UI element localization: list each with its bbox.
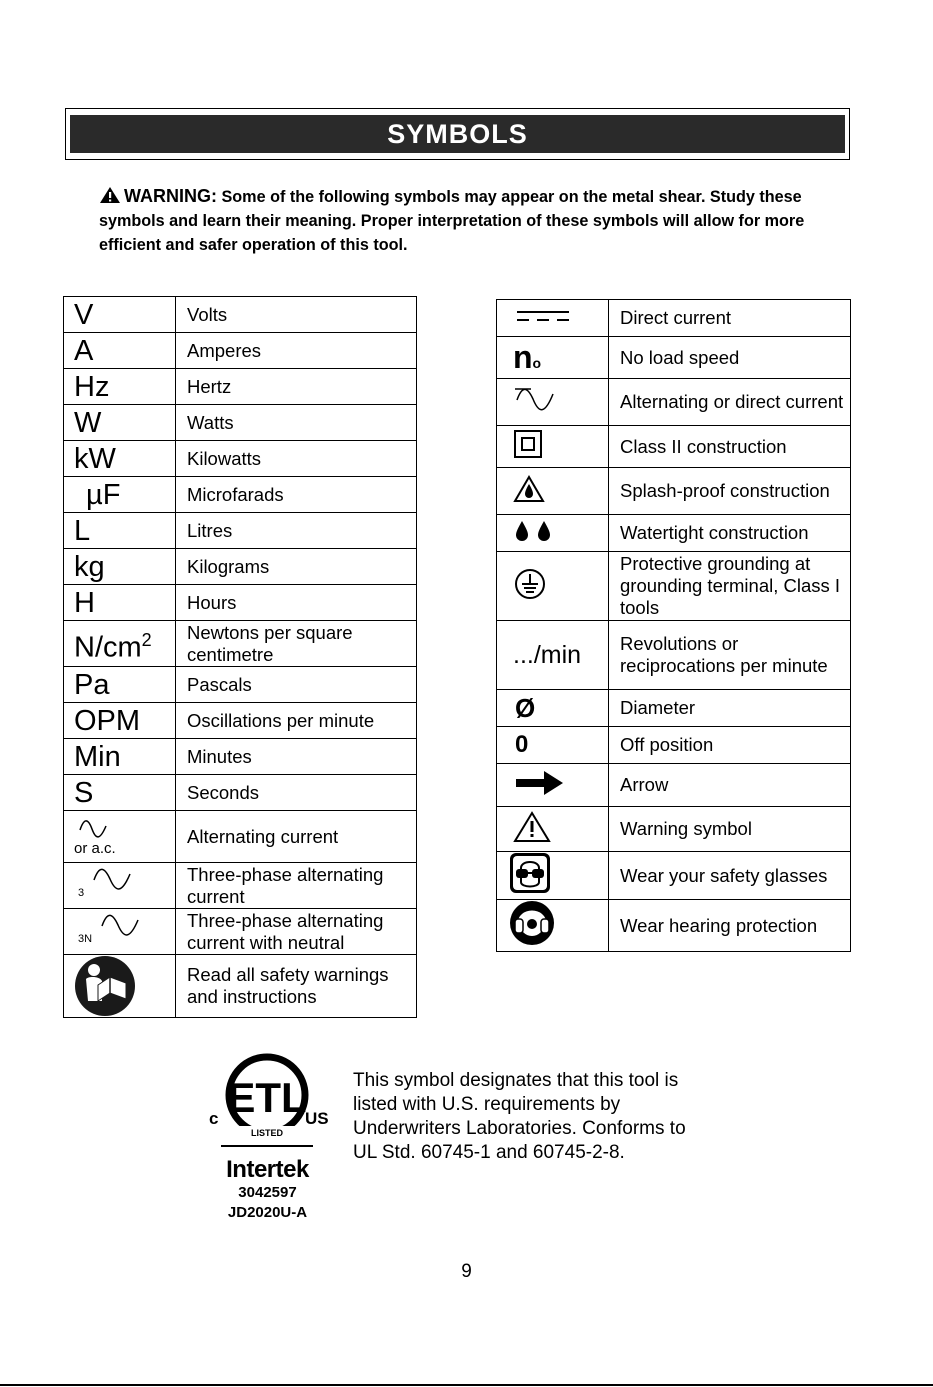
symbol-cell: W: [64, 405, 176, 441]
safety-glasses-icon: [509, 852, 551, 894]
sine-wave-icon: [92, 866, 132, 894]
symbol-cell: [497, 337, 609, 379]
table-row: [64, 739, 417, 775]
symbol-cell: µF: [64, 477, 176, 513]
meaning-cell: Read all safety warnings and instructions: [176, 955, 417, 1018]
table-row: [497, 621, 851, 690]
meaning-cell: No load speed: [609, 337, 851, 379]
meaning-cell: Newtons per square centimetre: [176, 621, 417, 667]
page-title: SYMBOLS: [70, 115, 845, 153]
table-row: [497, 426, 851, 468]
watertight-icon: [513, 519, 555, 543]
meaning-cell: Watts: [176, 405, 417, 441]
symbol-cell: S: [64, 775, 176, 811]
read-manual-icon: [74, 955, 136, 1017]
logo-etl-text: ETL: [227, 1074, 307, 1121]
table-row: [64, 909, 417, 955]
meaning-cell: Kilograms: [176, 549, 417, 585]
logo-listed-text: LISTED: [250, 1128, 284, 1138]
symbol-cell: [497, 552, 609, 621]
table-row: [64, 477, 417, 513]
table-row: [497, 900, 851, 952]
symbol-text: n: [513, 339, 533, 375]
meaning-cell: Wear hearing protection: [609, 900, 851, 952]
warning-triangle-icon: [99, 186, 121, 204]
symbol-cell: [64, 811, 176, 863]
sine-wave-icon: [100, 912, 140, 940]
meaning-cell: Seconds: [176, 775, 417, 811]
table-row: [64, 297, 417, 333]
table-row: [64, 513, 417, 549]
meaning-cell: Diameter: [609, 690, 851, 727]
meaning-cell: Oscillations per minute: [176, 703, 417, 739]
table-row: [497, 379, 851, 426]
symbol-cell: [64, 621, 176, 667]
arrow-icon: [515, 770, 565, 796]
meaning-cell: Direct current: [609, 300, 851, 337]
meaning-cell: Three-phase alternating current: [176, 863, 417, 909]
certification-number: 3042597: [238, 1184, 297, 1201]
hearing-protection-icon: [509, 900, 555, 946]
table-row: [64, 549, 417, 585]
table-row: [64, 863, 417, 909]
phase-count: 3N: [78, 932, 93, 945]
table-row: [64, 621, 417, 667]
warning-label: WARNING:: [124, 186, 217, 206]
meaning-cell: Watertight construction: [609, 515, 851, 552]
ac-dc-icon: [513, 384, 557, 416]
symbol-cell: .../min: [497, 621, 609, 690]
symbol-cell: [64, 863, 176, 909]
table-row: [64, 585, 417, 621]
symbol-cell: kW: [64, 441, 176, 477]
table-row: [64, 667, 417, 703]
table-row: [64, 703, 417, 739]
symbol-cell: [497, 515, 609, 552]
meaning-cell: Class II construction: [609, 426, 851, 468]
table-row: [497, 764, 851, 807]
symbol-cell: [497, 807, 609, 852]
splash-proof-icon: [513, 475, 545, 503]
meaning-cell: Pascals: [176, 667, 417, 703]
table-row: [497, 690, 851, 727]
symbol-cell: [497, 468, 609, 515]
table-row: [497, 807, 851, 852]
symbol-subscript: o: [532, 355, 542, 371]
meaning-cell: Volts: [176, 297, 417, 333]
symbol-cell: [497, 426, 609, 468]
logo-c-text: c: [209, 1109, 219, 1128]
meaning-cell: Kilowatts: [176, 441, 417, 477]
etl-logo-block: [205, 1050, 330, 1223]
table-row: [497, 552, 851, 621]
table-row: [497, 337, 851, 379]
model-number: JD2020U-A: [227, 1204, 308, 1221]
table-row: [64, 405, 417, 441]
phase-count: 3: [78, 886, 85, 899]
meaning-cell: Off position: [609, 727, 851, 764]
class-ii-icon: [513, 429, 543, 459]
symbol-cell: V: [64, 297, 176, 333]
sine-wave-icon: [78, 818, 110, 840]
meaning-cell: Splash-proof construction: [609, 468, 851, 515]
table-row: [64, 441, 417, 477]
units-table: [63, 296, 417, 1018]
table-row: [64, 333, 417, 369]
symbol-cell: [497, 379, 609, 426]
symbol-cell: A: [64, 333, 176, 369]
meaning-cell: Warning symbol: [609, 807, 851, 852]
certification-text: This symbol designates that this tool is listed with U.S. requirements by Underwriters Laboratories. Conforms to UL Std. 60745-1 and 60745-2-8.: [353, 1070, 686, 1163]
symbol-cell: L: [64, 513, 176, 549]
symbol-cell: Hz: [64, 369, 176, 405]
symbol-cell: OPM: [64, 703, 176, 739]
meaning-cell: Three-phase alternating current with neutral: [176, 909, 417, 955]
symbol-cell: Min: [64, 739, 176, 775]
warning-triangle-icon: [513, 811, 551, 843]
symbol-cell: [64, 955, 176, 1018]
symbol-cell: Ø: [497, 690, 609, 727]
symbols-table: [496, 299, 851, 952]
meaning-cell: Microfarads: [176, 477, 417, 513]
symbol-cell: [497, 764, 609, 807]
symbol-text: N/cm: [74, 631, 142, 664]
table-row: [497, 300, 851, 337]
symbol-superscript: 2: [141, 629, 152, 650]
table-row: [64, 369, 417, 405]
direct-current-icon: [507, 307, 577, 325]
meaning-cell: Revolutions or reciprocations per minute: [609, 621, 851, 690]
etl-listed-logo: [205, 1050, 330, 1150]
title-banner: [65, 108, 850, 160]
table-row: [497, 852, 851, 900]
meaning-cell: Litres: [176, 513, 417, 549]
intertek-label: Intertek: [226, 1156, 309, 1183]
symbol-cell: [497, 852, 609, 900]
meaning-cell: Hours: [176, 585, 417, 621]
warning-paragraph: [99, 184, 829, 257]
bottom-divider: [0, 1384, 933, 1386]
page-number: 9: [461, 1261, 472, 1282]
ac-abbrev: or a.c.: [74, 839, 116, 857]
symbol-cell: H: [64, 585, 176, 621]
logo-us-text: US: [305, 1109, 329, 1128]
symbol-cell: Pa: [64, 667, 176, 703]
table-row: [64, 955, 417, 1018]
symbol-cell: [497, 300, 609, 337]
meaning-cell: Arrow: [609, 764, 851, 807]
symbol-cell: [497, 900, 609, 952]
table-row: [497, 727, 851, 764]
ground-icon: [513, 567, 547, 601]
meaning-cell: Alternating or direct current: [609, 379, 851, 426]
meaning-cell: Hertz: [176, 369, 417, 405]
meaning-cell: Protective grounding at grounding terminal, Class I tools: [609, 552, 851, 621]
symbol-cell: kg: [64, 549, 176, 585]
meaning-cell: Amperes: [176, 333, 417, 369]
symbol-cell: [64, 909, 176, 955]
warning-text: Some of the following symbols may appear on the metal shear. Study these symbols and learn their meaning. Proper interpretation of these symbols will allow for more efficient and safer operation of this tool.: [99, 188, 805, 254]
table-row: [64, 775, 417, 811]
meaning-cell: Wear your safety glasses: [609, 852, 851, 900]
table-row: [497, 515, 851, 552]
symbol-cell: 0: [497, 727, 609, 764]
meaning-cell: Alternating current: [176, 811, 417, 863]
table-row: [64, 811, 417, 863]
meaning-cell: Minutes: [176, 739, 417, 775]
table-row: [497, 468, 851, 515]
